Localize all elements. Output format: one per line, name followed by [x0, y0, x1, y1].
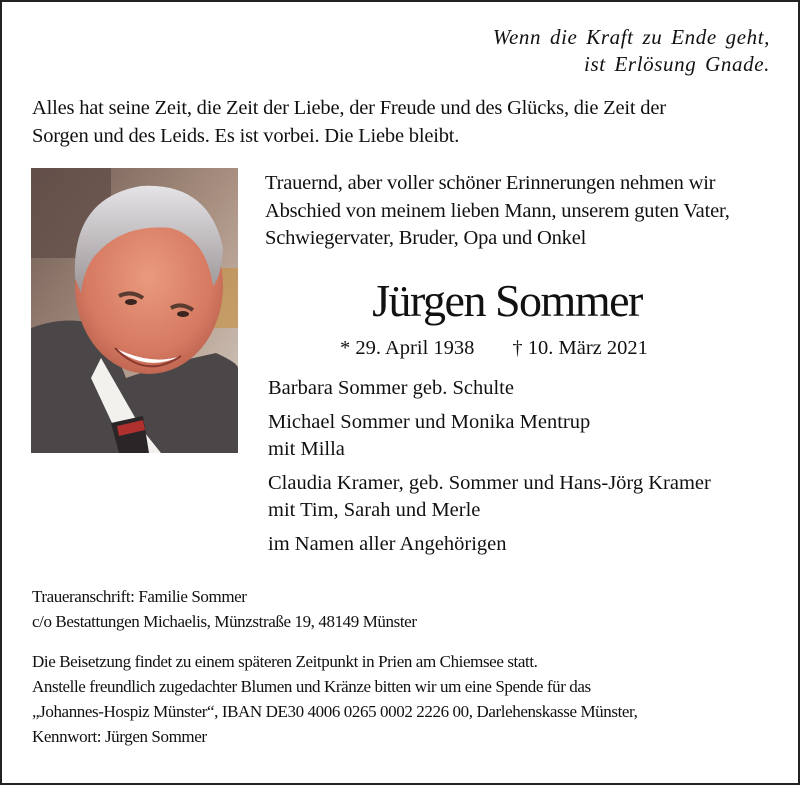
family-group [268, 470, 778, 524]
motto-line: Wenn die Kraft zu Ende geht, [492, 25, 770, 49]
mourning-line: Trauernd, aber voller schöner Erinnerungen nehmen wir [265, 172, 716, 194]
donation-line: Kennwort: Jürgen Sommer [32, 727, 207, 746]
intro-line: Sorgen und des Leids. Es ist vorbei. Die Liebe bleibt. [32, 125, 460, 147]
intro-line: Alles hat seine Zeit, die Zeit der Liebe, der Freude und des Glücks, die Zeit der [32, 97, 666, 119]
birth-date: * 29. April 1938 [340, 337, 475, 359]
family-group [268, 375, 778, 402]
intro-text [32, 94, 777, 150]
motto-line: ist Erlösung Gnade. [584, 52, 770, 76]
family-line: mit Milla [268, 438, 345, 460]
family-group [268, 409, 778, 463]
mourning-text [265, 170, 785, 253]
donation-line: „Johannes-Hospiz Münster“, IBAN DE30 4006 0265 0002 2226 00, Darlehenskasse Münster, [32, 702, 638, 721]
burial-note: Die Beisetzung findet zu einem späteren Zeitpunkt in Prien am Chiemsee statt. [32, 652, 538, 671]
spacer [32, 634, 777, 649]
portrait-photo [31, 168, 238, 453]
footer-info [32, 584, 777, 749]
portrait-image-icon [31, 168, 238, 453]
family-line: Claudia Kramer, geb. Sommer und Hans-Jörg Kramer [268, 472, 711, 494]
address-line: Traueranschrift: Familie Sommer [32, 587, 247, 606]
family-line: mit Tim, Sarah und Merle [268, 499, 481, 521]
family-list [268, 375, 778, 565]
donation-line: Anstelle freundlich zugedachter Blumen und Kränze bitten wir um eine Spende für das [32, 677, 591, 696]
motto-quote [493, 24, 770, 78]
death-date: † 10. März 2021 [512, 337, 648, 359]
life-dates [340, 334, 648, 362]
family-line: im Namen aller Angehörigen [268, 533, 507, 555]
family-group [268, 531, 778, 558]
mourning-line: Schwiegervater, Bruder, Opa und Onkel [265, 227, 587, 249]
address-line: c/o Bestattungen Michaelis, Münzstraße 19, 48149 Münster [32, 612, 417, 631]
deceased-name: Jürgen Sommer [372, 275, 642, 326]
family-line: Michael Sommer und Monika Mentrup [268, 411, 591, 433]
mourning-line: Abschied von meinem lieben Mann, unserem guten Vater, [265, 199, 730, 222]
family-line: Barbara Sommer geb. Schulte [268, 377, 514, 399]
